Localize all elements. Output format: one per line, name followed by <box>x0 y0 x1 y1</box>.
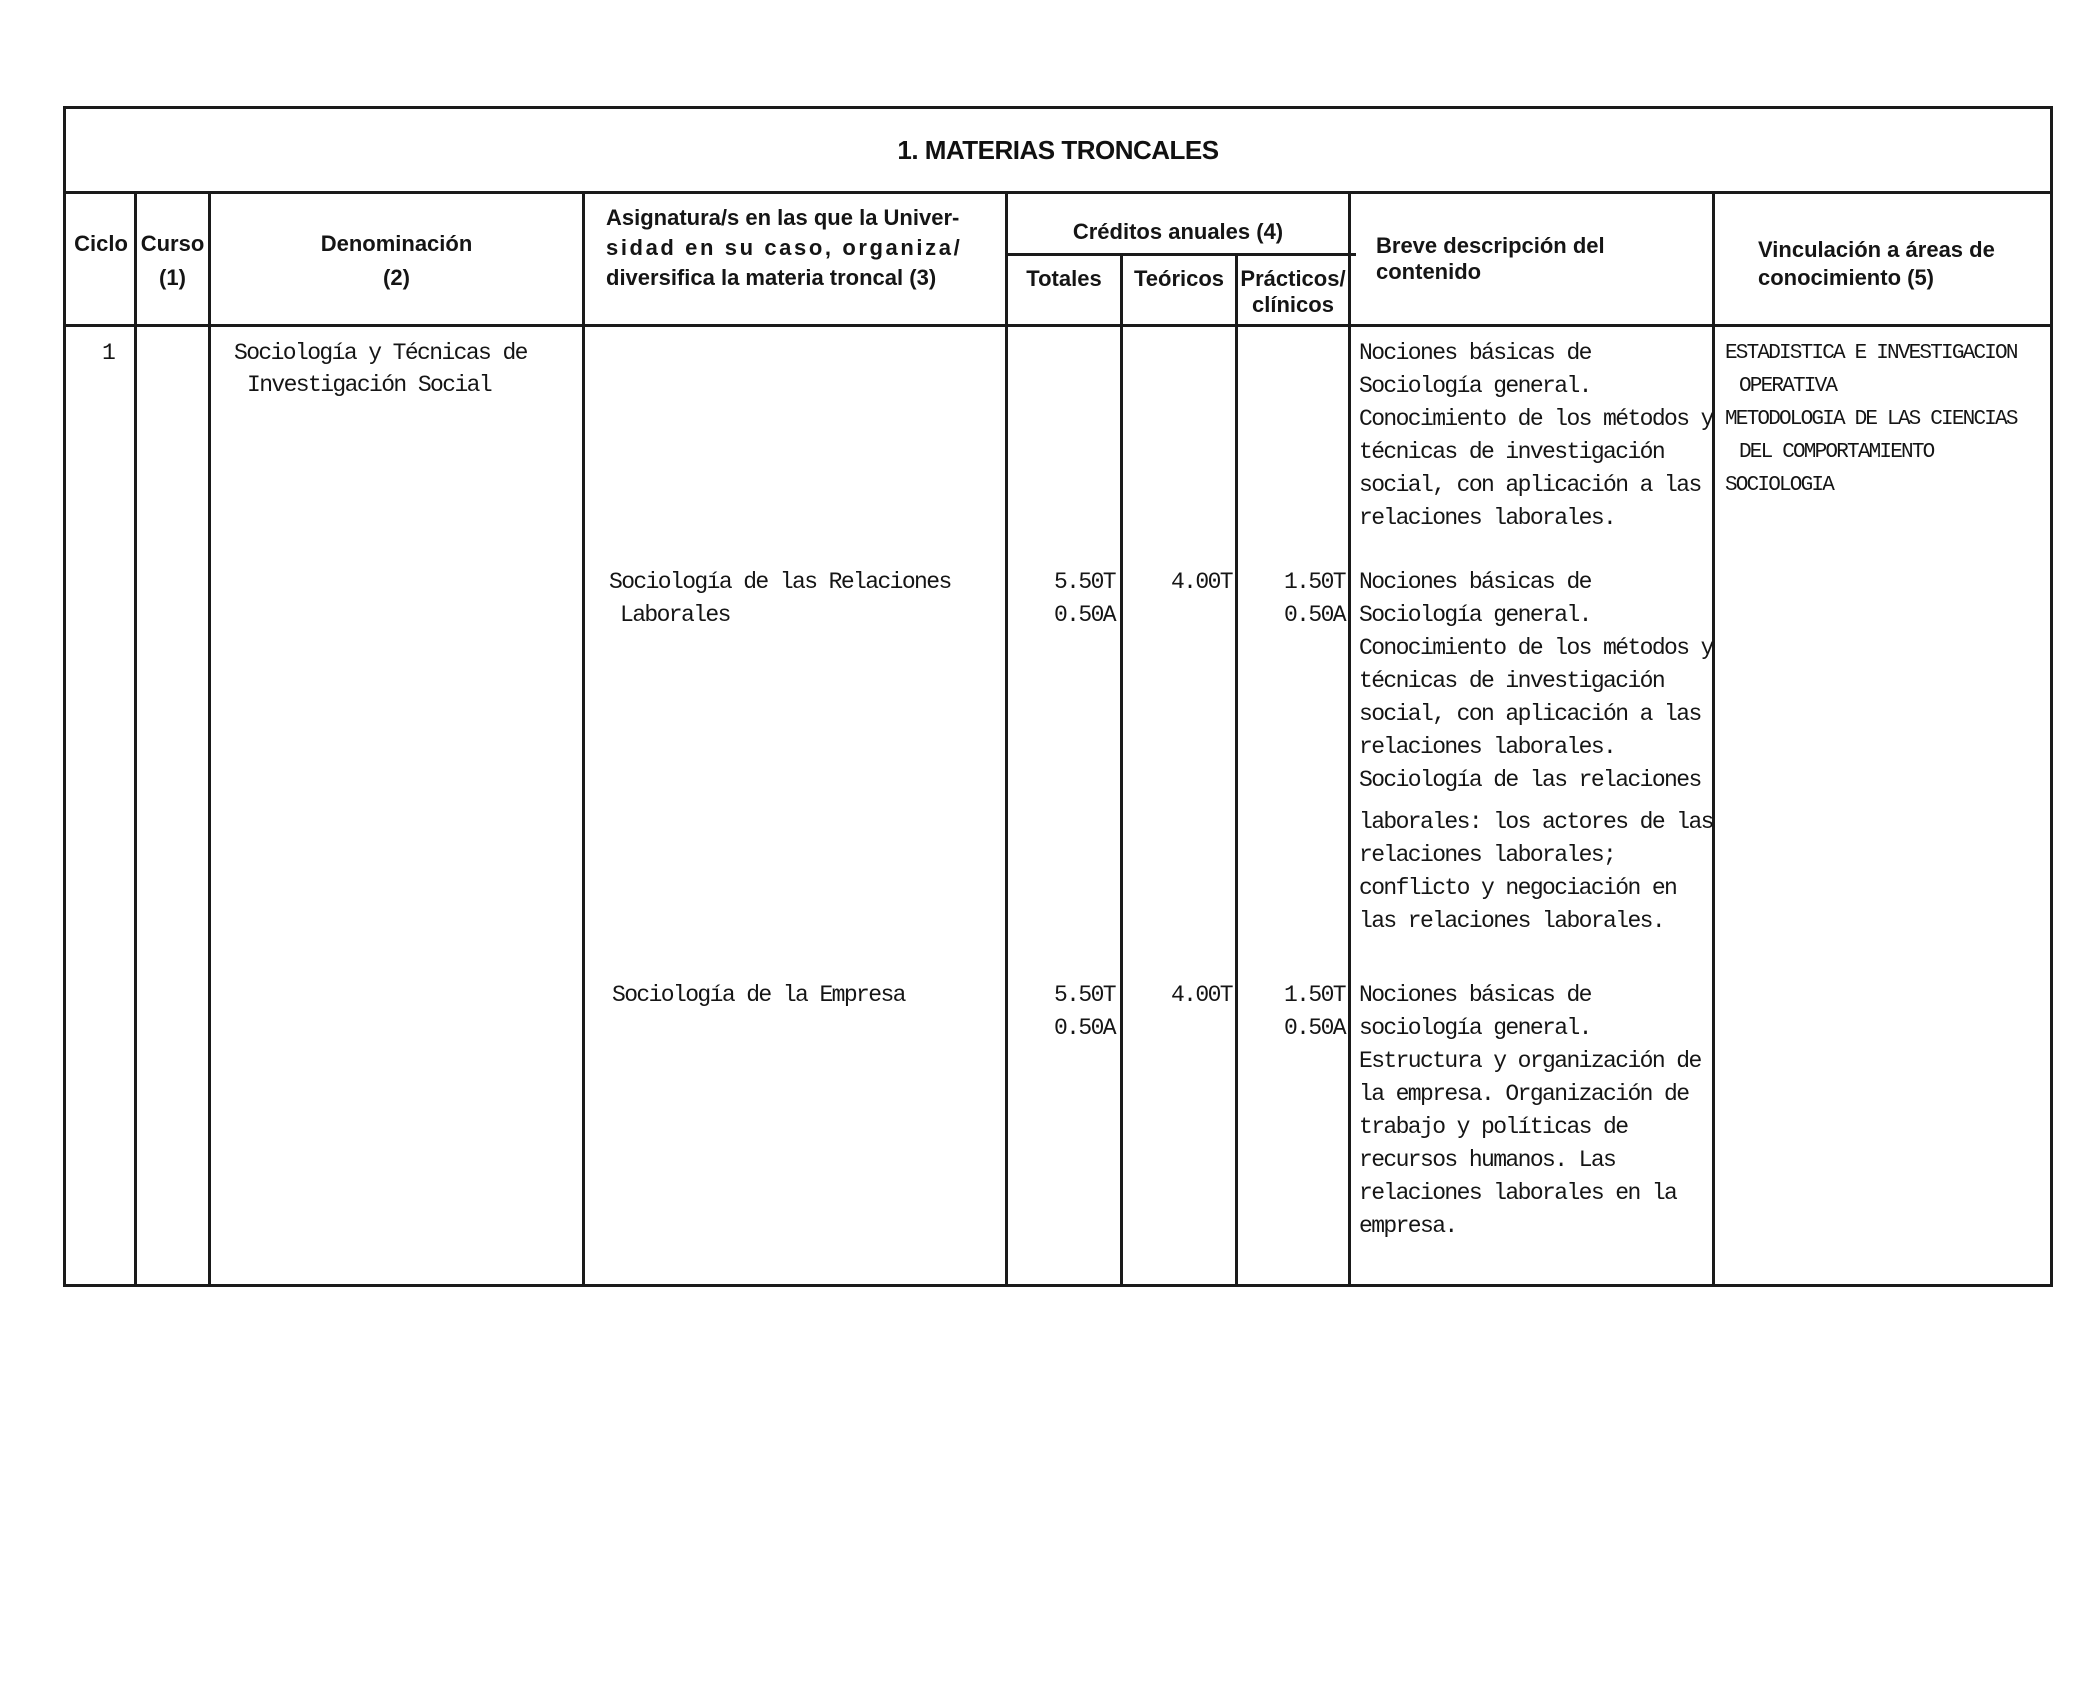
header-curso: Curso <box>140 231 205 256</box>
header-vinculacion-line1: Vinculación a áreas de <box>1758 237 1995 262</box>
desc-line: social, con aplicación a las <box>1359 472 1701 498</box>
desc-line: Nociones básicas de <box>1359 982 1591 1008</box>
desc-line: Conocimiento de los métodos y <box>1359 635 1713 661</box>
header-practicos-line2: clínicos <box>1252 292 1334 317</box>
desc-line: Sociología general. <box>1359 602 1591 628</box>
asignatura-2-totales-2: 0.50A <box>1053 1015 1115 1041</box>
asignatura-1-nombre-line2: Laborales <box>620 602 730 628</box>
col-rule-totales <box>1120 253 1123 1284</box>
desc-line: Nociones básicas de <box>1359 569 1591 595</box>
desc-line: la empresa. Organización de <box>1359 1081 1689 1107</box>
asignatura-2-practicos-1: 1.50T <box>1283 982 1345 1008</box>
header-curso-note: (1) <box>159 265 186 290</box>
desc-line: social, con aplicación a las <box>1359 701 1701 727</box>
asignatura-1-totales-2: 0.50A <box>1053 602 1115 628</box>
header-vinculacion-line2: conocimiento (5) <box>1758 265 1935 290</box>
header-teoricos: Teóricos <box>1133 266 1225 291</box>
header-totales: Totales <box>1026 266 1102 291</box>
col-rule-curso <box>208 191 211 1284</box>
col-rule-practicos <box>1348 191 1351 1284</box>
header-denominacion-note: (2) <box>383 265 410 290</box>
col-rule-descripcion <box>1712 191 1715 1284</box>
asignatura-2-teoricos: 4.00T <box>1170 982 1232 1008</box>
asignatura-1-practicos-1: 1.50T <box>1283 569 1345 595</box>
creditos-subheader-rule <box>1008 253 1356 256</box>
asignatura-1-teoricos: 4.00T <box>1170 569 1232 595</box>
desc-line: relaciones laborales; <box>1359 842 1616 868</box>
materias-troncales-table <box>63 106 2053 1287</box>
desc-line: empresa. <box>1359 1213 1457 1239</box>
desc-line: trabajo y políticas de <box>1359 1114 1628 1140</box>
denominacion-line2: Investigación Social <box>247 372 492 398</box>
ciclo-value: 1 <box>102 340 115 366</box>
area-line: ESTADISTICA E INVESTIGACION <box>1725 342 2017 365</box>
header-creditos: Créditos anuales (4) <box>1072 219 1284 244</box>
desc-line: técnicas de investigación <box>1359 668 1665 694</box>
header-asignatura-line3: diversifica la materia troncal (3) <box>606 265 937 290</box>
col-rule-denominacion <box>582 191 585 1284</box>
asignatura-1-totales-1: 5.50T <box>1053 569 1115 595</box>
desc-line: relaciones laborales. <box>1359 734 1616 760</box>
header-asignatura-line1: Asignatura/s en las que la Univer- <box>606 205 960 230</box>
header-asignatura-line2: sidad en su caso, organiza/ <box>606 235 963 260</box>
desc-line: sociología general. <box>1359 1015 1591 1041</box>
denominacion-line1: Sociología y Técnicas de <box>234 340 527 366</box>
asignatura-2-nombre: Sociología de la Empresa <box>612 982 905 1008</box>
area-line: OPERATIVA <box>1739 375 1837 398</box>
col-rule-ciclo <box>134 191 137 1284</box>
header-denominacion: Denominación <box>320 231 473 256</box>
header-practicos-line1: Prácticos/ <box>1240 266 1346 291</box>
asignatura-2-totales-1: 5.50T <box>1053 982 1115 1008</box>
desc-line: relaciones laborales. <box>1359 505 1616 531</box>
asignatura-1-nombre-line1: Sociología de las Relaciones <box>609 569 951 595</box>
desc-line: las relaciones laborales. <box>1359 908 1665 934</box>
header-bottom-rule <box>66 324 2050 327</box>
desc-line: Sociología de las relaciones <box>1359 767 1701 793</box>
area-line: DEL COMPORTAMIENTO <box>1739 441 1934 464</box>
desc-line: recursos humanos. Las <box>1359 1147 1616 1173</box>
desc-line: técnicas de investigación <box>1359 439 1665 465</box>
table-title: 1. MATERIAS TRONCALES <box>66 109 2050 194</box>
asignatura-1-practicos-2: 0.50A <box>1283 602 1345 628</box>
desc-line: conflicto y negociación en <box>1359 875 1677 901</box>
desc-line: laborales: los actores de las <box>1359 809 1713 835</box>
area-line: METODOLOGIA DE LAS CIENCIAS <box>1725 408 2017 431</box>
col-rule-teoricos <box>1235 253 1238 1284</box>
asignatura-2-practicos-2: 0.50A <box>1283 1015 1345 1041</box>
header-descripcion-line1: Breve descripción del <box>1376 233 1605 258</box>
area-line: SOCIOLOGIA <box>1725 474 1834 497</box>
col-rule-asignatura <box>1005 191 1008 1284</box>
desc-line: relaciones laborales en la <box>1359 1180 1677 1206</box>
header-descripcion-line2: contenido <box>1376 259 1482 284</box>
desc-line: Conocimiento de los métodos y <box>1359 406 1713 432</box>
desc-line: Nociones básicas de <box>1359 340 1591 366</box>
desc-line: Sociología general. <box>1359 373 1591 399</box>
desc-line: Estructura y organización de <box>1359 1048 1701 1074</box>
header-ciclo: Ciclo <box>74 231 128 256</box>
